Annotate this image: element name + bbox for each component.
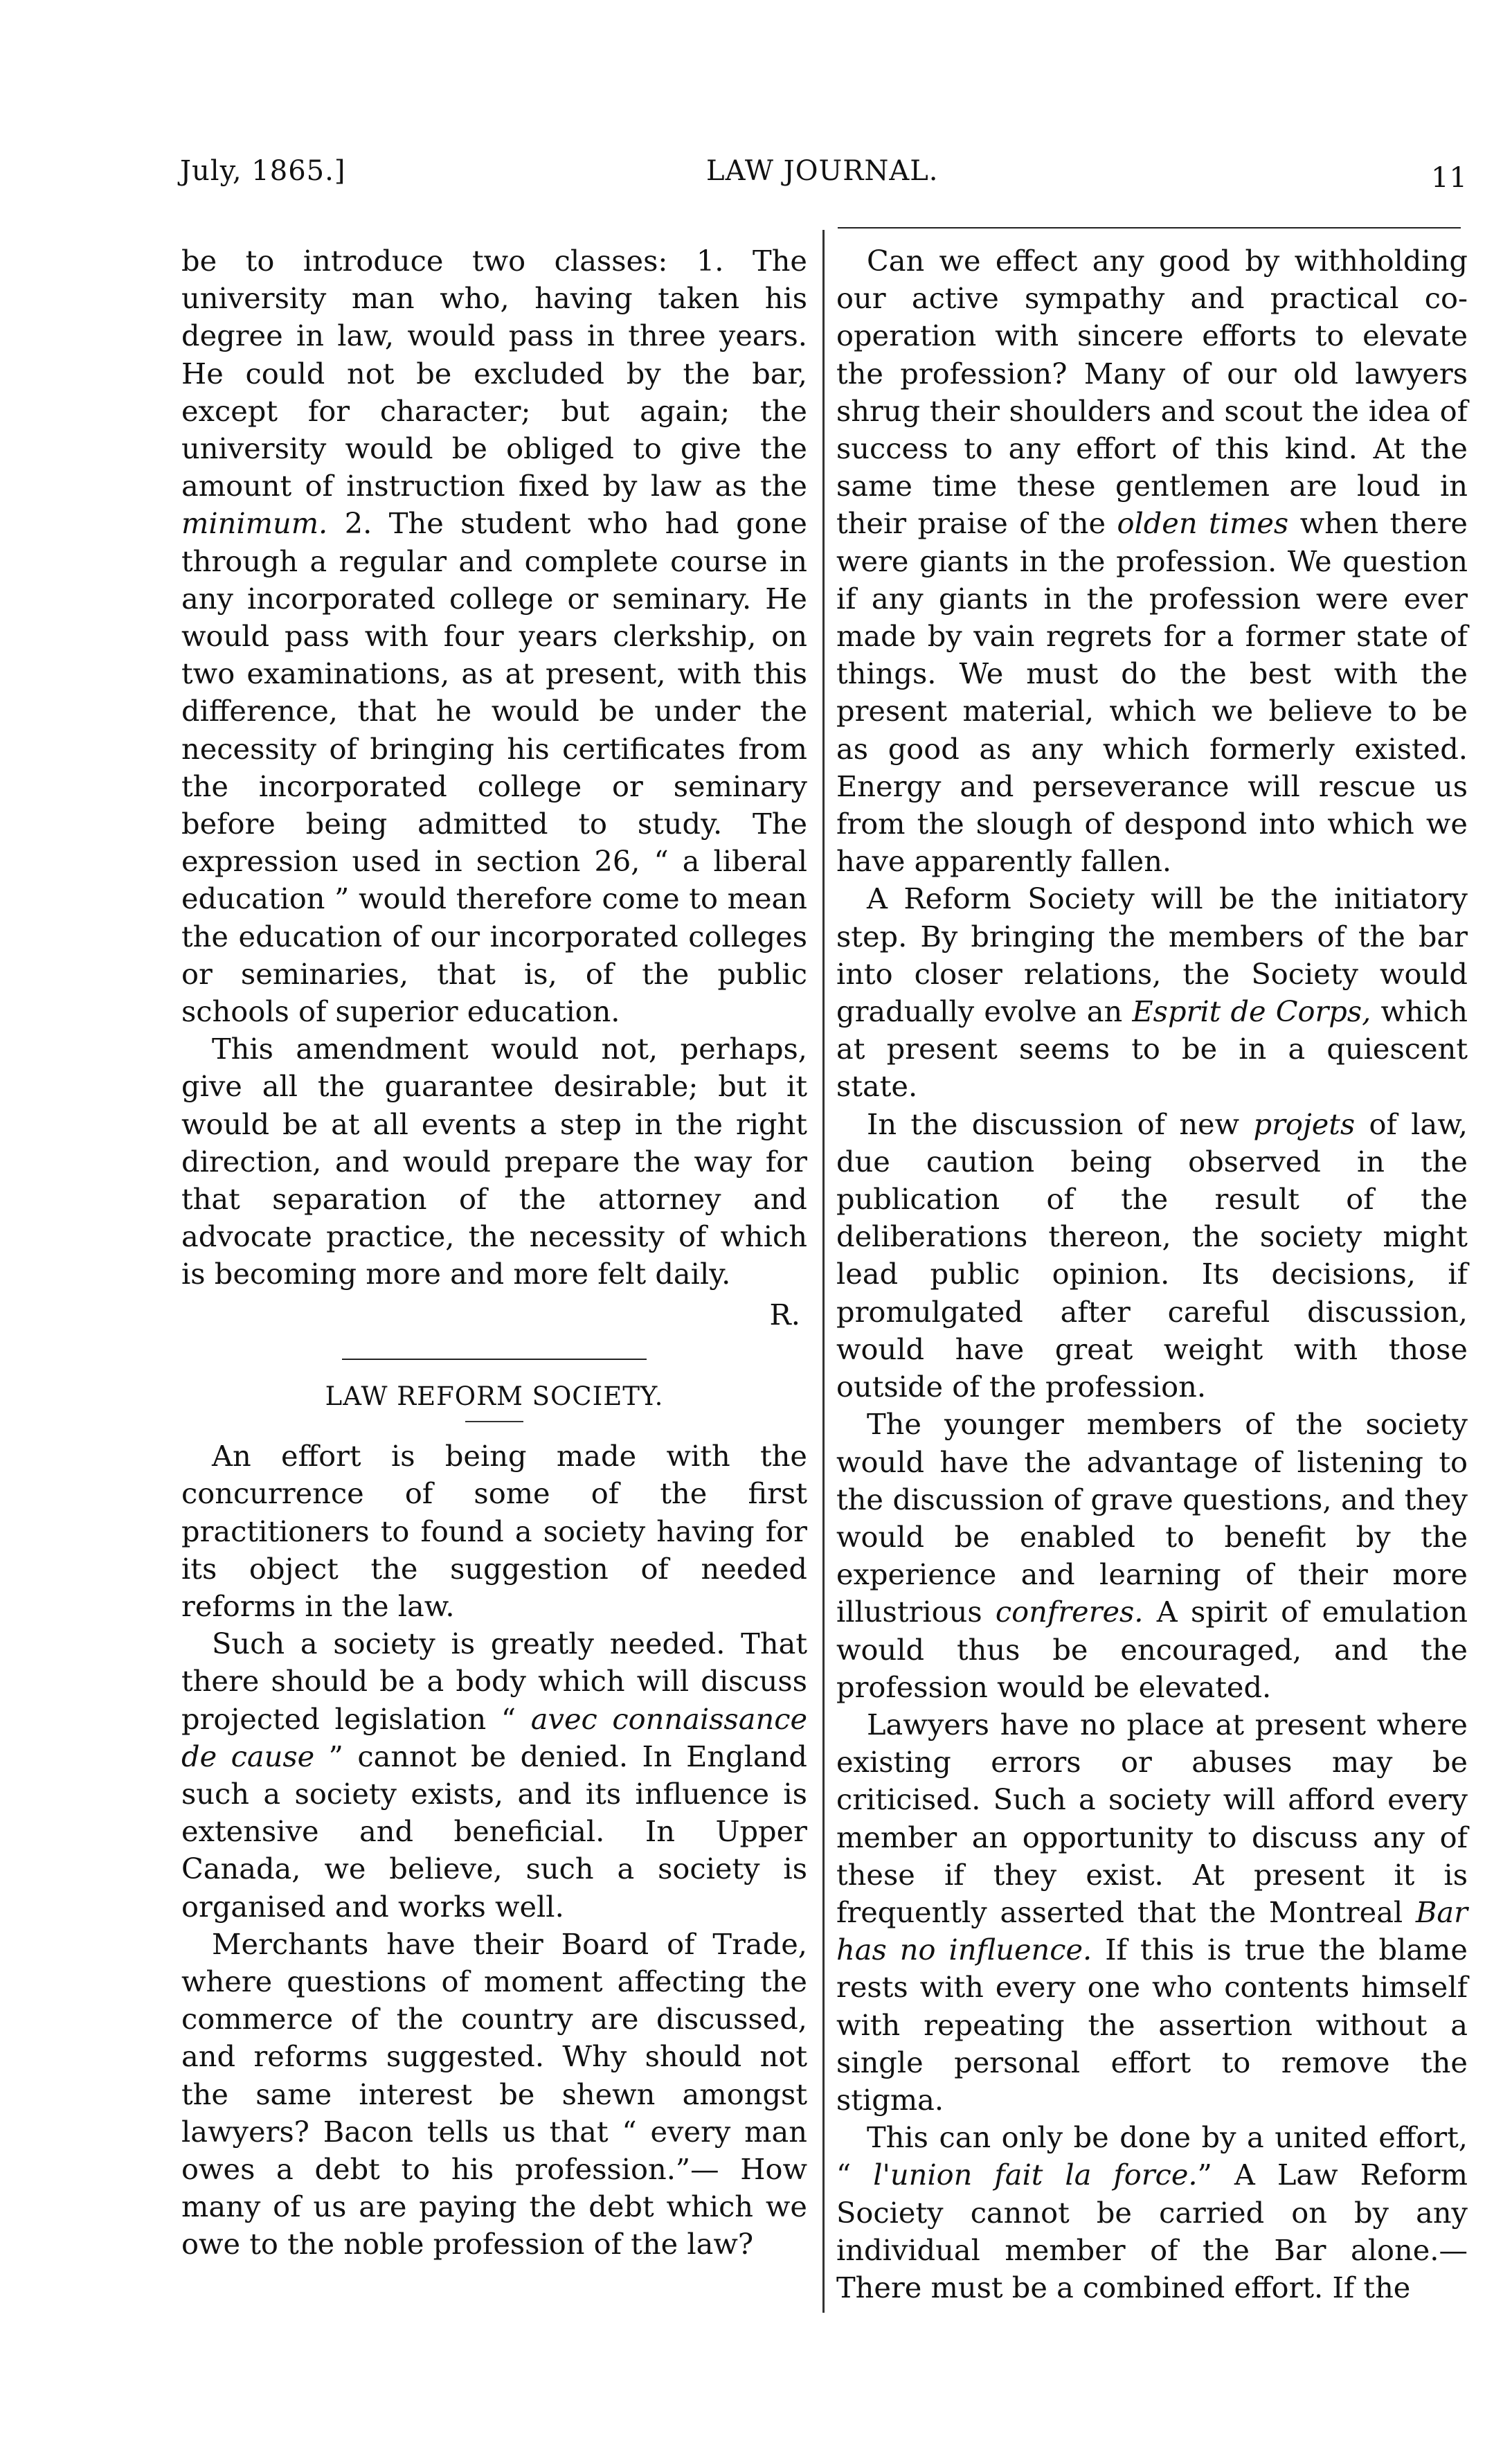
running-header: [180, 155, 1482, 197]
section-divider: [342, 1359, 647, 1360]
author-signature: R.: [769, 1297, 800, 1332]
header-date: July, 1865.]: [180, 155, 346, 187]
heading-underline: [465, 1421, 523, 1422]
paragraph: This can only be done by a united effort, “ l'union fait la force.” A Law Reform Society cannot be carried on by any individual member of the Bar alone.— There must be a combined effort. If the: [836, 2120, 1468, 2304]
paragraph: Can we effect any good by withholding our active sympathy and practical co-operation with sincere efforts to elevate the profession? Many of our old lawyers shrug their shoulders and scout the idea of success to any effort of this kind. At the same time these gentlemen are loud in their praise of the olden times when there were giants in the profession. We question if any giants in the profession were ever made by vain regrets for a former state of things. We must do the best with the present material, which we believe to be as good as any which formerly existed. Energy and perseverance will rescue us from the slough of despond into which we have apparently fallen.: [836, 244, 1468, 879]
paragraph: A Reform Society will be the initiatory step. By bringing the members of the bar into closer relations, the Society would gradually evolve an Esprit de Corps, which at present seems to be in a quiescent state.: [836, 881, 1468, 1104]
right-column: [836, 242, 1468, 2307]
paragraph: This amendment would not, perhaps, give all the guarantee desirable; but it would be at all events a step in the right direction, and would prepare the way for that separation of the attorney and advocate practice, the necessity of which is becoming more and more felt daily.: [181, 1032, 807, 1291]
page-number: 11: [1431, 162, 1468, 194]
section-heading: LAW REFORM SOCIETY.: [325, 1381, 664, 1411]
paragraph: The younger members of the society would have the advantage of listening to the discussion of grave questions, and they would be enabled to benefit by the experience and learning of their more illustrious confreres. A spirit of emulation would thus be encouraged, and the profession would be elevated.: [836, 1407, 1468, 1704]
paragraph: Such a society is greatly needed. That there should be a body which will discuss projected legislation “ avec connaissance de cause ” cannot be denied. In England such a society exists, and its influence is extensive and beneficial. In Upper Canada, we believe, such a society is organised and works well.: [181, 1627, 807, 1924]
paragraph: Lawyers have no place at present where existing errors or abuses may be criticised. Such a society will afford every member an opportunity to discuss any of these if they exist. At present it is frequently asserted that the Montreal Bar has no influence. If this is true the blame rests with every one who contents himself with repeating the assertion without a single personal effort to remove the stigma.: [836, 1707, 1468, 2117]
column-divider: [822, 230, 825, 2313]
paragraph-continued: be to introduce two classes: 1. The university man who, having taken his degree in law, would pass in three years. He could not be excluded by the bar, except for character; but again; the university would be obliged to give the amount of instruction fixed by law as the minimum. 2. The student who had gone through a regular and complete course in any incorporated college or seminary. He would pass with four years clerkship, on two examinations, as at present, with this difference, that he would be under the necessity of bringing his certificates from the incorporated college or seminary before being admitted to study. The expression used in section 26, “ a liberal education ” would therefore come to mean the education of our incorporated colleges or seminaries, that is, of the public schools of superior education.: [181, 244, 807, 1029]
header-rule: [838, 227, 1461, 229]
paragraph: Merchants have their Board of Trade, where questions of moment affecting the commerce of the country are discussed, and reforms suggested. Why should not the same interest be shewn amongst lawyers? Bacon tells us that “ every man owes a debt to his profession.”— How many of us are paying the debt which we owe to the noble profession of the law?: [181, 1926, 807, 2262]
paragraph: In the discussion of new projets of law, due caution being observed in the publication of the result of the deliberations thereon, the society might lead public opinion. Its decisions, if promulgated after careful discussion, would have great weight with those outside of the profession.: [836, 1107, 1468, 1404]
paragraph: An effort is being made with the concurrence of some of the first practitioners to found a society having for its object the suggestion of needed reforms in the law.: [181, 1439, 807, 1623]
left-column: [181, 242, 807, 2264]
journal-title: LAW JOURNAL.: [706, 155, 939, 187]
